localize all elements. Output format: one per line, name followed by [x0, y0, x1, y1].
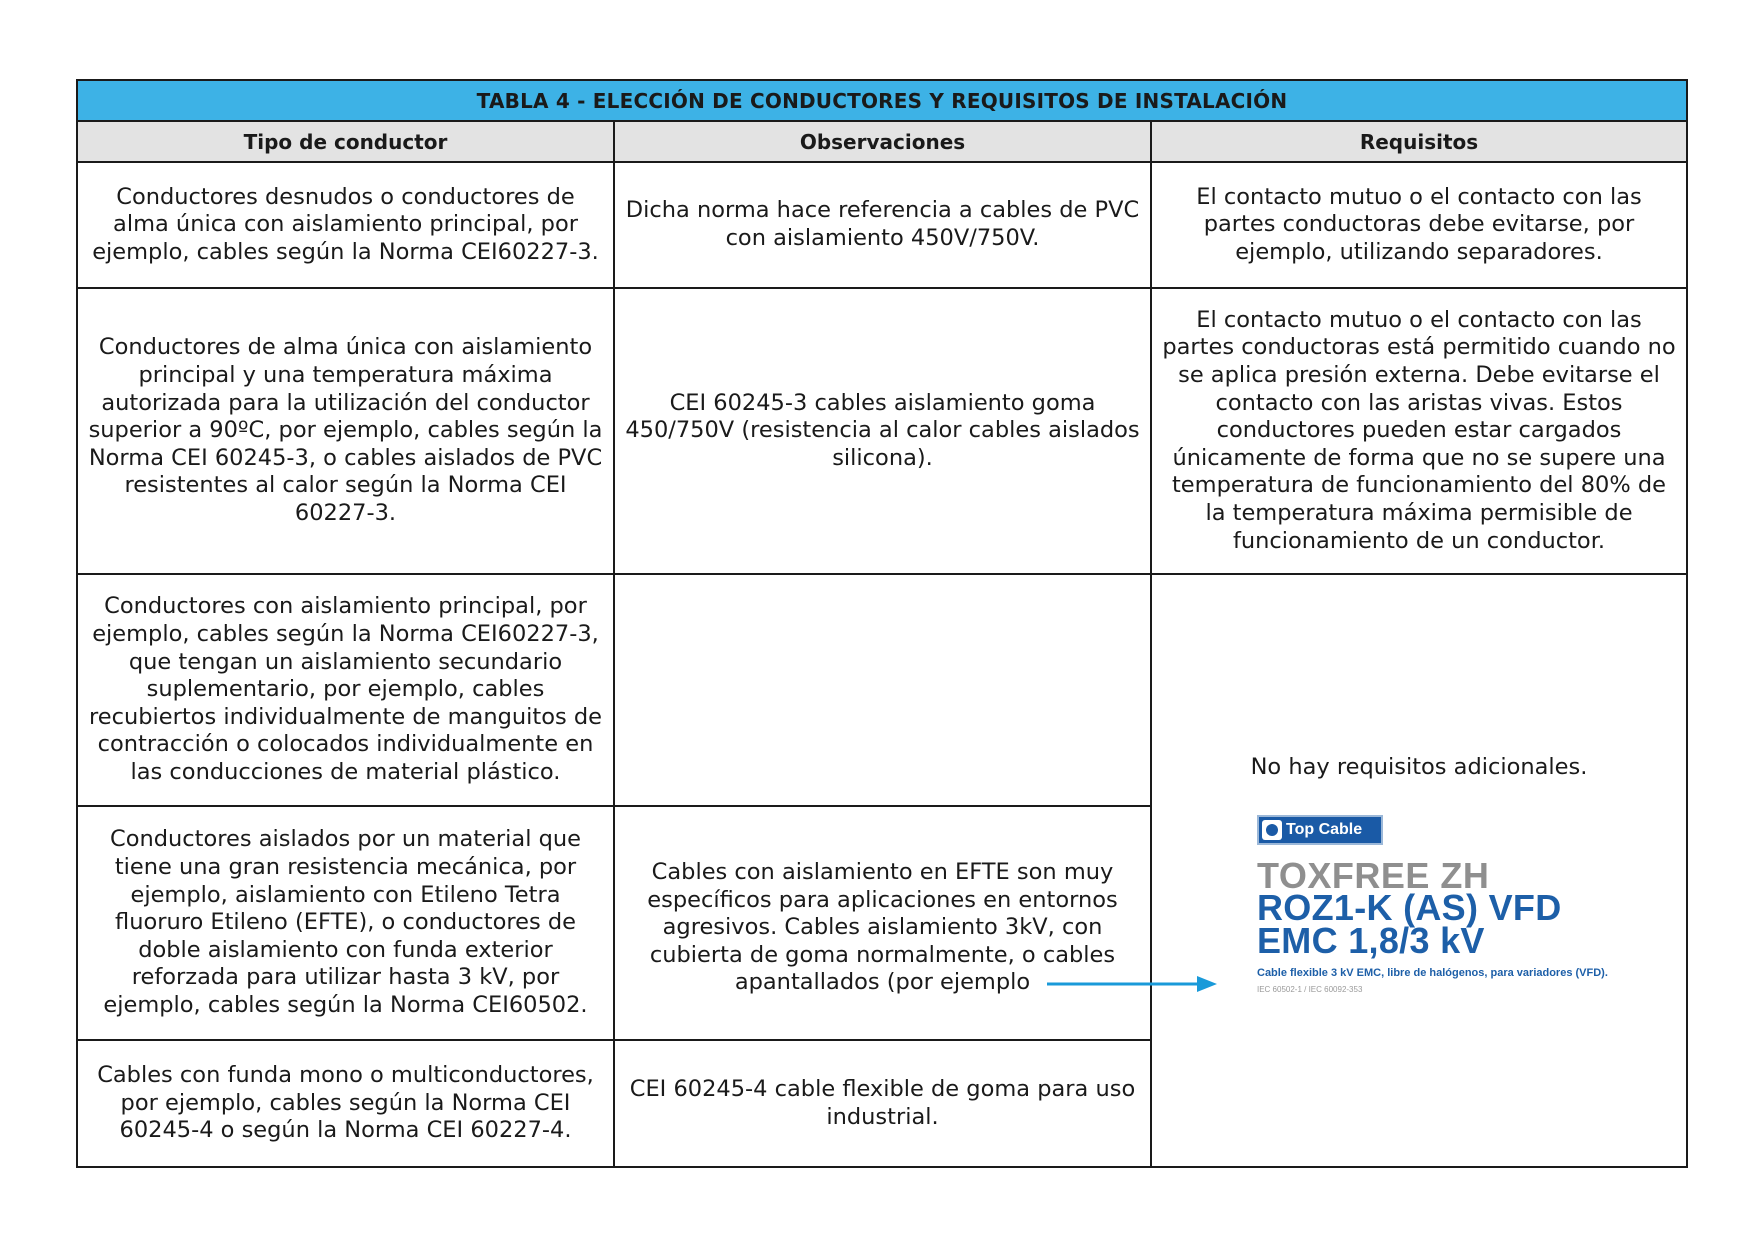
row1-observaciones: Dicha norma hace referencia a cables de PVC con aislamiento 450V/750V.: [615, 163, 1152, 289]
row3-observaciones: [615, 575, 1152, 807]
arrow-right-icon: [1047, 972, 1219, 996]
row1-requisitos: El contacto mutuo o el contacto con las partes conductoras debe evitarse, por ejemplo, utilizando separadores.: [1152, 163, 1686, 289]
row5-observaciones: CEI 60245-4 cable flexible de goma para uso industrial.: [615, 1041, 1152, 1166]
top-cable-logo: [1257, 815, 1383, 845]
product-line1: TOXFREE ZH: [1257, 855, 1490, 896]
row4-observaciones: Cables con aislamiento en EFTE son muy específicos para aplicaciones en entornos agresivos. Cables aislamiento 3kV, con cubierta de goma normalmente, o cables apantallados (por ejemplo: [615, 807, 1152, 1041]
row2-requisitos: El contacto mutuo o el contacto con las partes conductoras está permitido cuando no se aplica presión externa. Debe evitarse el contacto con las aristas vivas. Estos conductores pueden estar cargados únicamente de forma que no se supere una temperatura de funcionamiento del 80% de la temperatura máxima permisible de funcionamiento de un conductor.: [1152, 289, 1686, 575]
row2-observaciones: CEI 60245-3 cables aislamiento goma 450/750V (resistencia al calor cables aislados silicona).: [615, 289, 1152, 575]
row3-tipo: Conductores con aislamiento principal, por ejemplo, cables según la Norma CEI60227-3, que tengan un aislamiento secundario suplementario, por ejemplo, cables recubiertos individualmente de manguitos de contracción o colocados individualmente en las conducciones de material plástico.: [78, 575, 615, 807]
row5-tipo: Cables con funda mono o multiconductores, por ejemplo, cables según la Norma CEI 60245-4 o según la Norma CEI 60227-4.: [78, 1041, 615, 1166]
row4-tipo: Conductores aislados por un material que tiene una gran resistencia mecánica, por ejemplo, aislamiento con Etileno Tetra fluoruro Etileno (EFTE), o conductores de doble aislamiento con funda exterior reforzada para utilizar hasta 3 kV, por ejemplo, cables según la Norma CEI60502.: [78, 807, 615, 1041]
row2-tipo: Conductores de alma única con aislamiento principal y una temperatura máxima autorizada para la utilización del conductor superior a 90ºC, por ejemplo, cables según la Norma CEI 60245-3, o cables aislados de PVC resistentes al calor según la Norma CEI 60227-3.: [78, 289, 615, 575]
table-title: TABLA 4 - ELECCIÓN DE CONDUCTORES Y REQUISITOS DE INSTALACIÓN: [78, 81, 1686, 122]
merged-requisitos-text: No hay requisitos adicionales.: [1250, 754, 1588, 780]
header-observaciones: Observaciones: [615, 122, 1152, 163]
product-logo: [1257, 815, 1608, 1007]
row1-tipo: Conductores desnudos o conductores de alma única con aislamiento principal, por ejemplo, cables según la Norma CEI60227-3.: [78, 163, 615, 289]
header-requisitos: Requisitos: [1152, 122, 1686, 163]
header-tipo: Tipo de conductor: [78, 122, 615, 163]
brand-name: Top Cable: [1286, 821, 1363, 838]
product-line2: ROZ1-K (AS) VFD: [1257, 887, 1562, 928]
product-norms: IEC 60502-1 / IEC 60092-353: [1257, 985, 1363, 994]
product-description: Cable flexible 3 kV EMC, libre de halógenos, para variadores (VFD).: [1257, 967, 1608, 979]
product-line3: EMC 1,8/3 kV: [1257, 920, 1485, 961]
cable-reel-icon: [1262, 820, 1282, 840]
